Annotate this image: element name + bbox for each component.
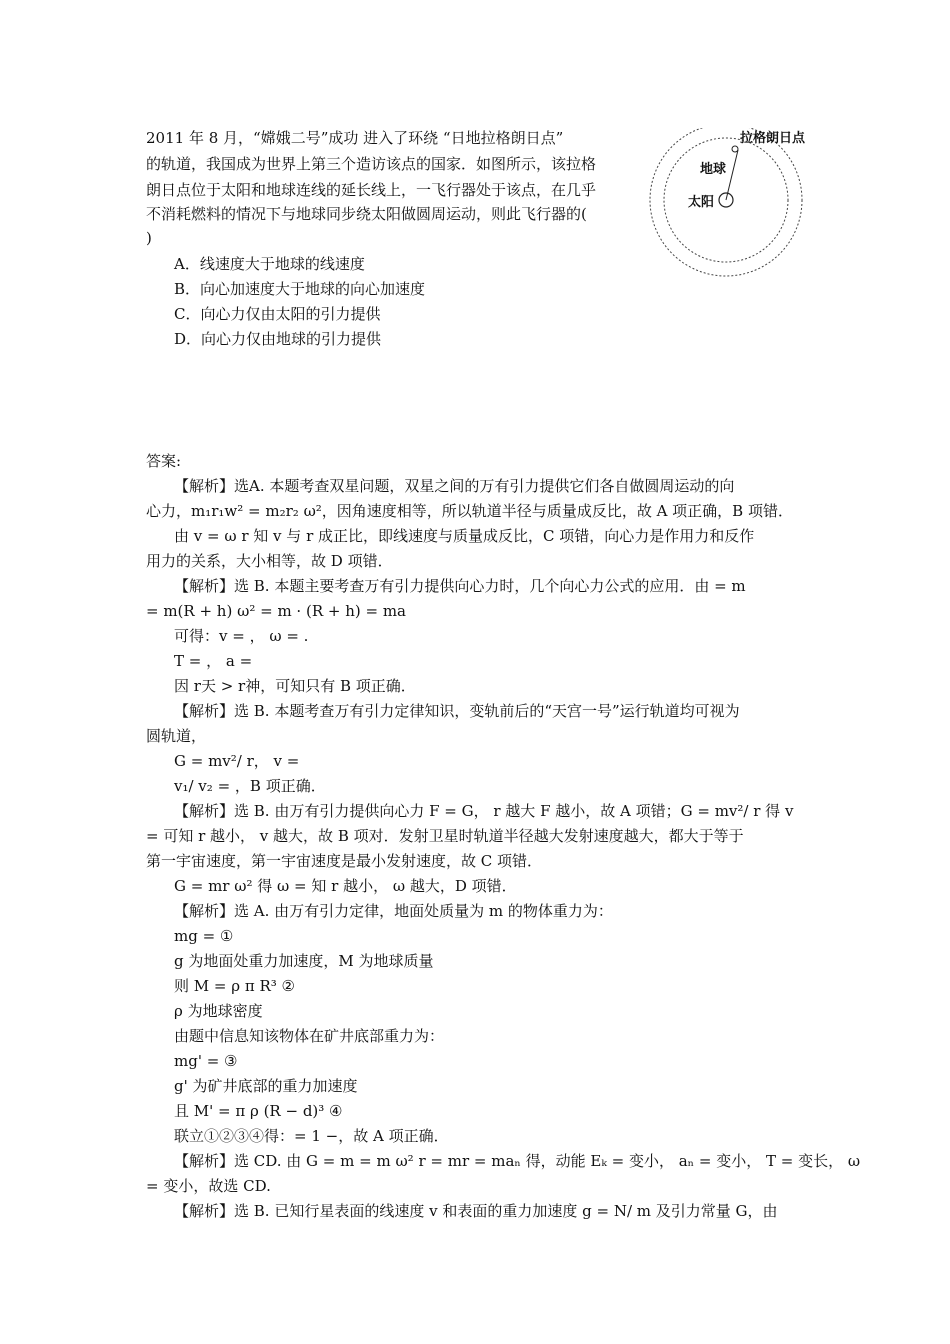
answer-line: g 为地面处重力加速度，M 为地球质量 xyxy=(174,952,434,970)
question-line: ) xyxy=(146,229,152,247)
answer-line: mg = ① xyxy=(174,927,234,945)
option-d: D．向心力仅由地球的引力提供 xyxy=(174,330,382,348)
answer-line: = m(R + h) ω² = m · (R + h) = ma xyxy=(146,602,407,620)
earth-icon xyxy=(732,146,738,152)
answer-line: 由题中信息知该物体在矿井底部重力为： xyxy=(174,1027,445,1045)
answer-line: 用力的关系，大小相等，故 D 项错． xyxy=(146,552,393,570)
answer-line: v₁/ v₂ = ，B 项正确． xyxy=(174,777,326,795)
orbit-diagram xyxy=(628,128,808,288)
answer-line: 由 v = ω r 知 v 与 r 成正比，即线速度与质量成反比，C 项错，向心力是作用力和反作 xyxy=(174,527,755,545)
answer-line: 联立①②③④得：= 1 −，故 A 项正确． xyxy=(174,1127,449,1145)
option-c: C．向心力仅由太阳的引力提供 xyxy=(174,305,381,323)
answer-line: 则 M = ρ π R³ ② xyxy=(174,977,295,995)
answer-line: 圆轨道， xyxy=(146,727,207,745)
earth-label: 地球 xyxy=(700,161,727,176)
answer-line: mg' = ③ xyxy=(174,1052,238,1070)
answer-line: ρ 为地球密度 xyxy=(174,1002,263,1020)
answer-line: G = mv²/ r， v = xyxy=(174,752,300,770)
answer-line: 【解析】选A. 本题考查双星问题，双星之间的万有引力提供它们各自做圆周运动的向 xyxy=(174,477,735,495)
question-line: 2011 年 8 月，“嫦娥二号”成功 进入了环绕 “日地拉格朗日点” xyxy=(146,129,564,147)
answer-line: = 变小，故选 CD. xyxy=(146,1177,271,1195)
answer-line: G = mr ω² 得 ω = 知 r 越小， ω 越大，D 项错． xyxy=(174,877,517,895)
answer-line: 【解析】选 B. 由万有引力提供向心力 F = G， r 越大 F 越小，故 A 项错；G = mv²/ r 得 v xyxy=(174,802,794,820)
sun-label: 太阳 xyxy=(688,194,715,209)
answer-line: 心力，m₁r₁w² = m₂r₂ ω²，因角速度相等，所以轨道半径与质量成反比，故 A 项正确，B 项错． xyxy=(146,502,793,520)
answer-line: 因 r天 > r神，可知只有 B 项正确． xyxy=(174,677,416,695)
option-b: B．向心加速度大于地球的向心加速度 xyxy=(174,280,426,298)
answer-line: 可得：v = ， ω = . xyxy=(174,627,309,645)
lagrange-label: 拉格朗日点 xyxy=(740,130,806,145)
answer-line: 第一宇宙速度，第一宇宙速度是最小发射速度，故 C 项错． xyxy=(146,852,543,870)
answer-line: 【解析】选 CD. 由 G = m = m ω² r = mr = maₙ 得，动能 Eₖ = 变小， aₙ = 变小， T = 变长， ω xyxy=(174,1152,861,1170)
answer-line: T = ， a = xyxy=(174,652,253,670)
question-line: 朗日点位于太阳和地球连线的延长线上，一飞行器处于该点，在几乎 xyxy=(146,181,597,199)
answer-heading: 答案: xyxy=(146,452,182,470)
answer-line: 【解析】选 A. 由万有引力定律，地面处质量为 m 的物体重力为： xyxy=(174,902,613,920)
question-line: 不消耗燃料的情况下与地球同步绕太阳做圆周运动，则此飞行器的( xyxy=(146,205,587,223)
option-a: A．线速度大于地球的线速度 xyxy=(174,255,365,273)
question-line: 的轨道，我国成为世界上第三个造访该点的国家．如图所示，该拉格 xyxy=(146,155,597,173)
answer-line: 且 M' = π ρ (R − d)³ ④ xyxy=(174,1102,343,1120)
answer-line: = 可知 r 越小， v 越大，故 B 项对．发射卫星时轨道半径越大发射速度越大，都大于等于 xyxy=(146,827,744,845)
sun-earth-line xyxy=(726,150,738,200)
answer-line: 【解析】选 B. 本题主要考查万有引力提供向心力时，几个向心力公式的应用．由 = m xyxy=(174,577,746,595)
answer-line: 【解析】选 B. 本题考查万有引力定律知识，变轨前后的“天宫一号”运行轨道均可视为 xyxy=(174,702,740,720)
answer-line: g' 为矿井底部的重力加速度 xyxy=(174,1077,358,1095)
answer-line: 【解析】选 B. 已知行星表面的线速度 v 和表面的重力加速度 g = N/ m 及引力常量 G，由 xyxy=(174,1202,778,1220)
